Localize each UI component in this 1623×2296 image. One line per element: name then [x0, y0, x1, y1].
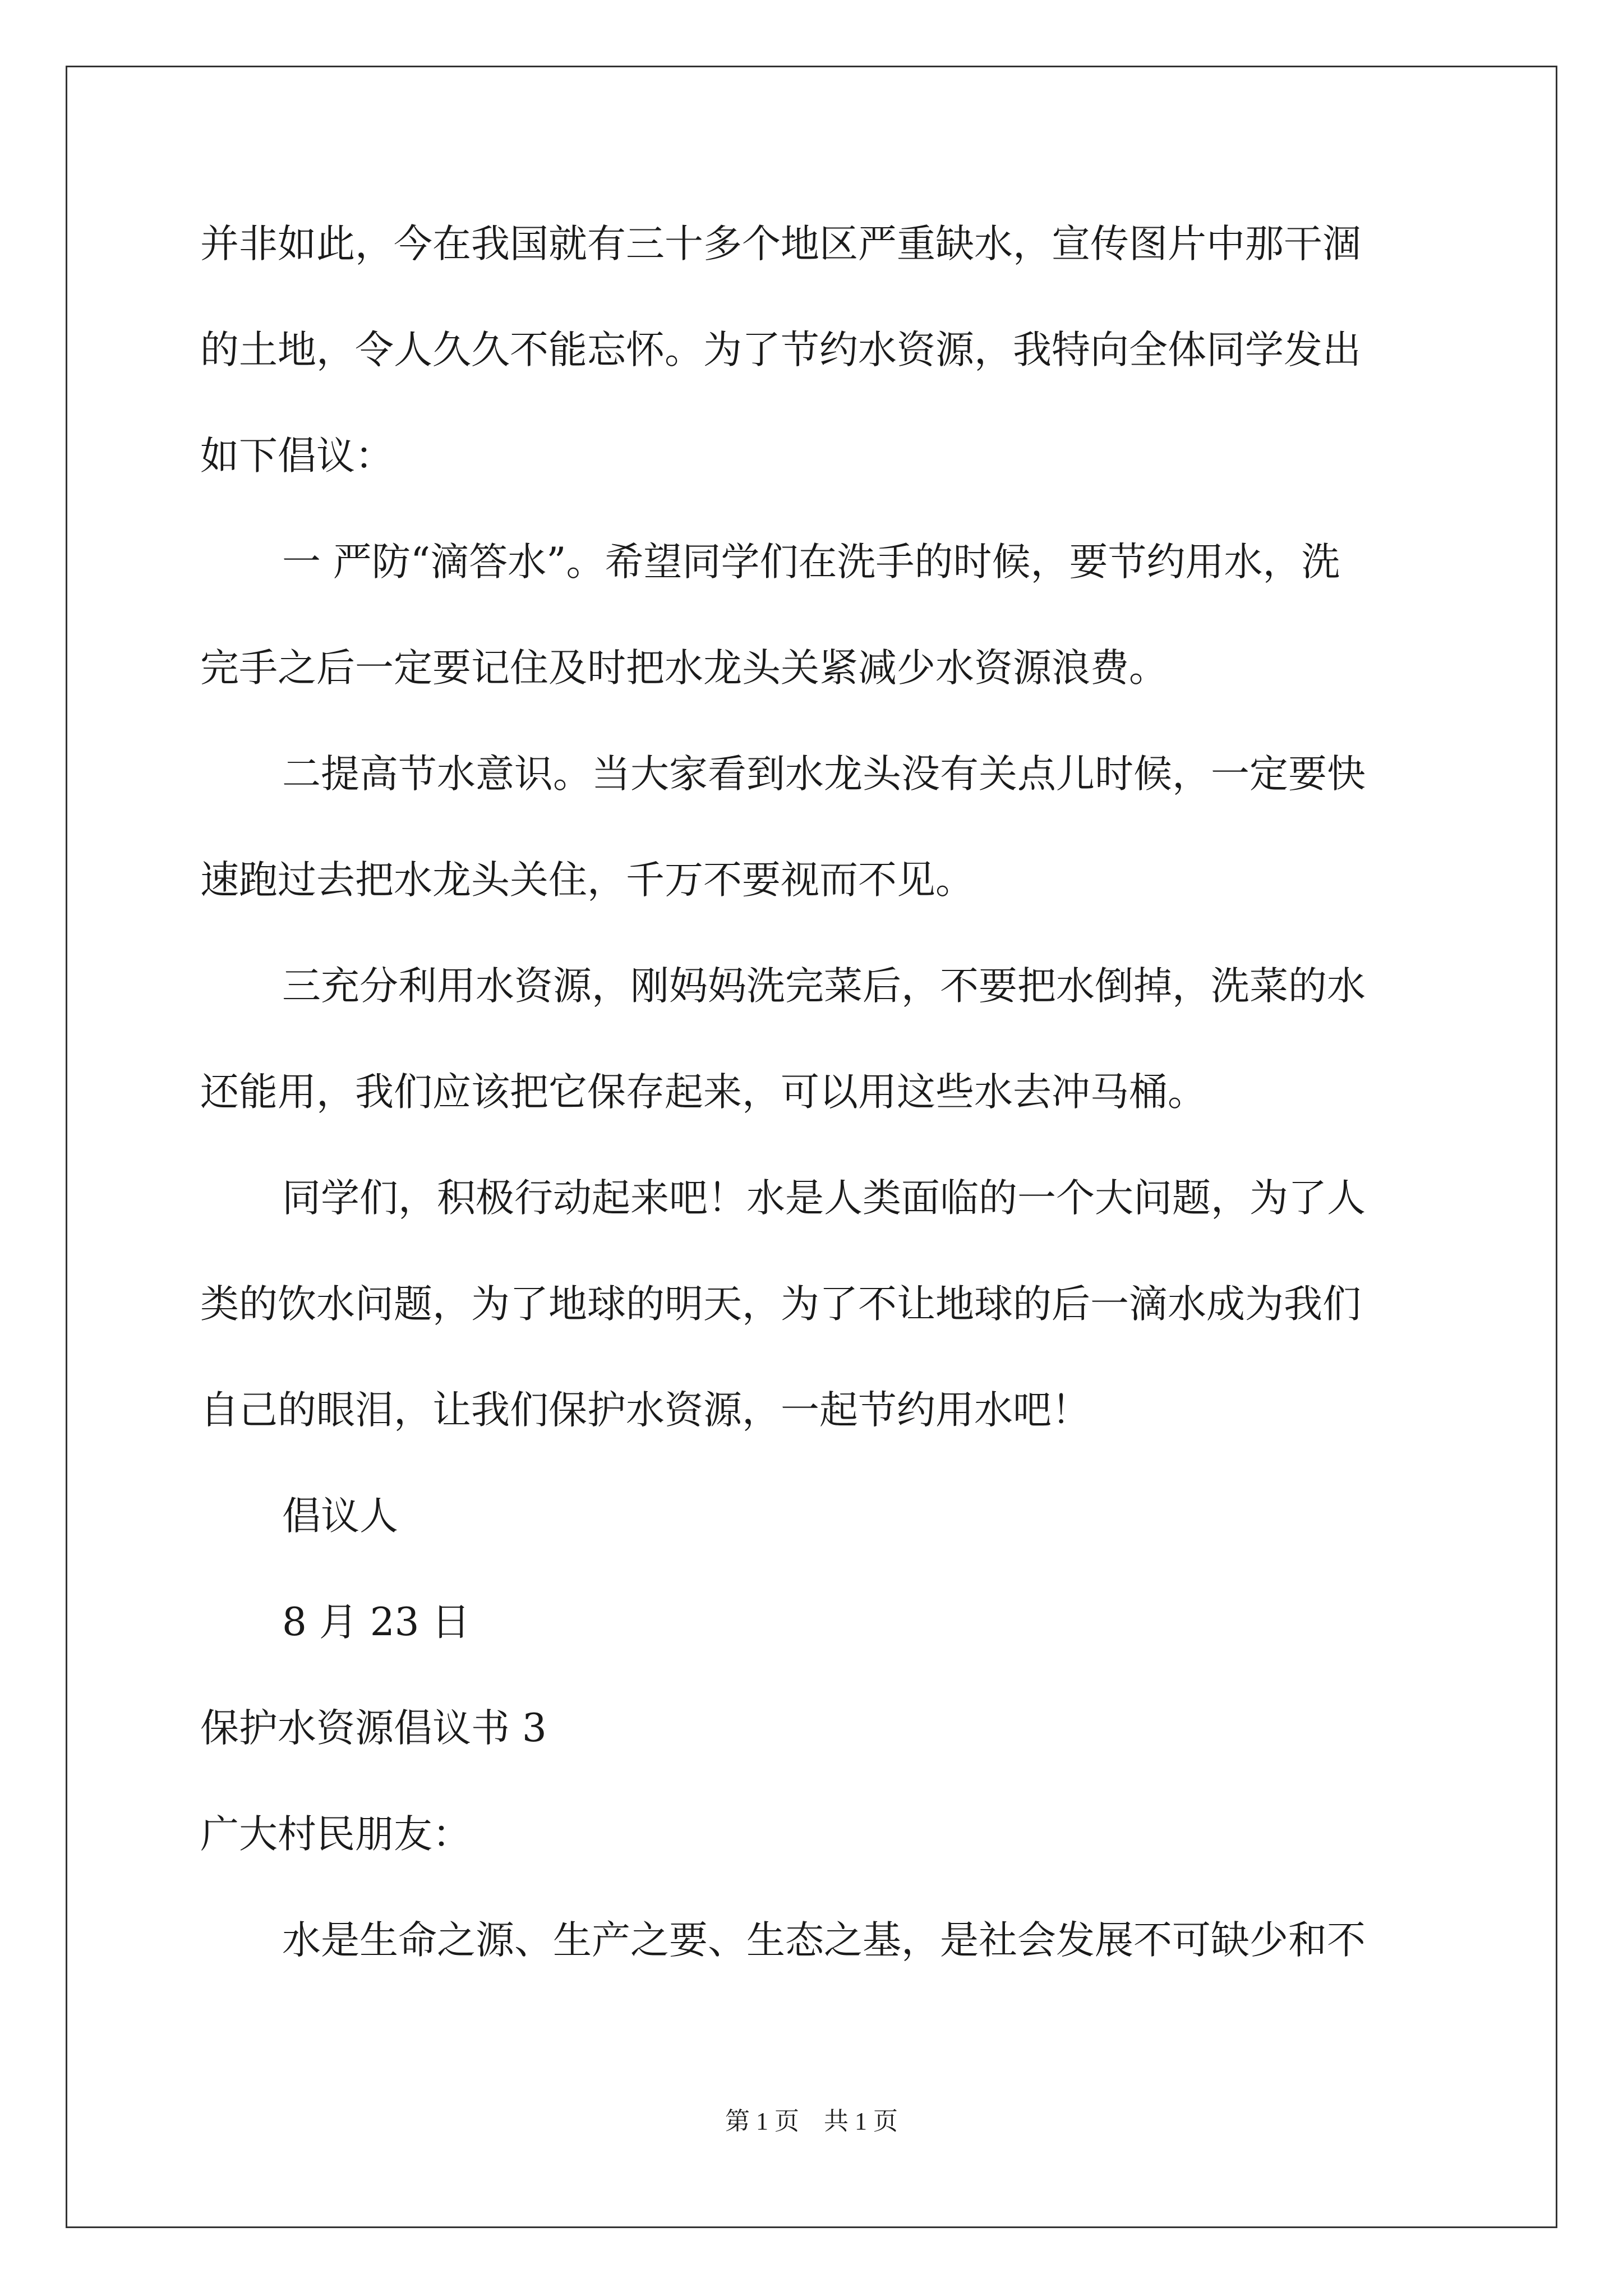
text-line: 还能用，我们应该把它保存起来，可以用这些水去冲马桶。 [200, 1070, 1206, 1115]
text-line: 的土地，令人久久不能忘怀。为了节约水资源，我特向全体同学发出 [200, 328, 1361, 372]
text-line: 倡议人 [282, 1494, 398, 1539]
text-line: 类的饮水问题，为了地球的明天，为了不让地球的后一滴水成为我们 [200, 1282, 1361, 1327]
page-number-footer: 第 1 页 共 1 页 [725, 2108, 898, 2135]
text-line: 并非如此，今在我国就有三十多个地区严重缺水，宣传图片中那干涸 [200, 222, 1361, 266]
text-line: 如下倡议： [200, 434, 394, 478]
text-line: 速跑过去把水龙头关住，千万不要视而不见。 [200, 858, 974, 903]
salutation: 广大村民朋友： [200, 1812, 471, 1857]
text-line: 完手之后一定要记住及时把水龙头关紧减少水资源浪费。 [200, 646, 1168, 691]
text-line: 8 月 23 日 [282, 1600, 471, 1645]
text-line: 同学们，积极行动起来吧！水是人类面临的一个大问题，为了人 [282, 1176, 1366, 1221]
section-heading: 保护水资源倡议书 3 [200, 1706, 547, 1751]
text-line: 三充分利用水资源，刚妈妈洗完菜后，不要把水倒掉，洗菜的水 [282, 964, 1366, 1009]
text-line: 一 严防“滴答水”。希望同学们在洗手的时候，要节约用水，洗 [282, 540, 1340, 585]
text-line: 二提高节水意识。当大家看到水龙头没有关点儿时候，一定要快 [282, 752, 1366, 797]
text-line: 自己的眼泪，让我们保护水资源，一起节约用水吧！ [200, 1388, 1090, 1433]
page-border [66, 66, 1557, 2228]
text-line: 水是生命之源、生产之要、生态之基，是社会发展不可缺少和不 [282, 1918, 1366, 1963]
